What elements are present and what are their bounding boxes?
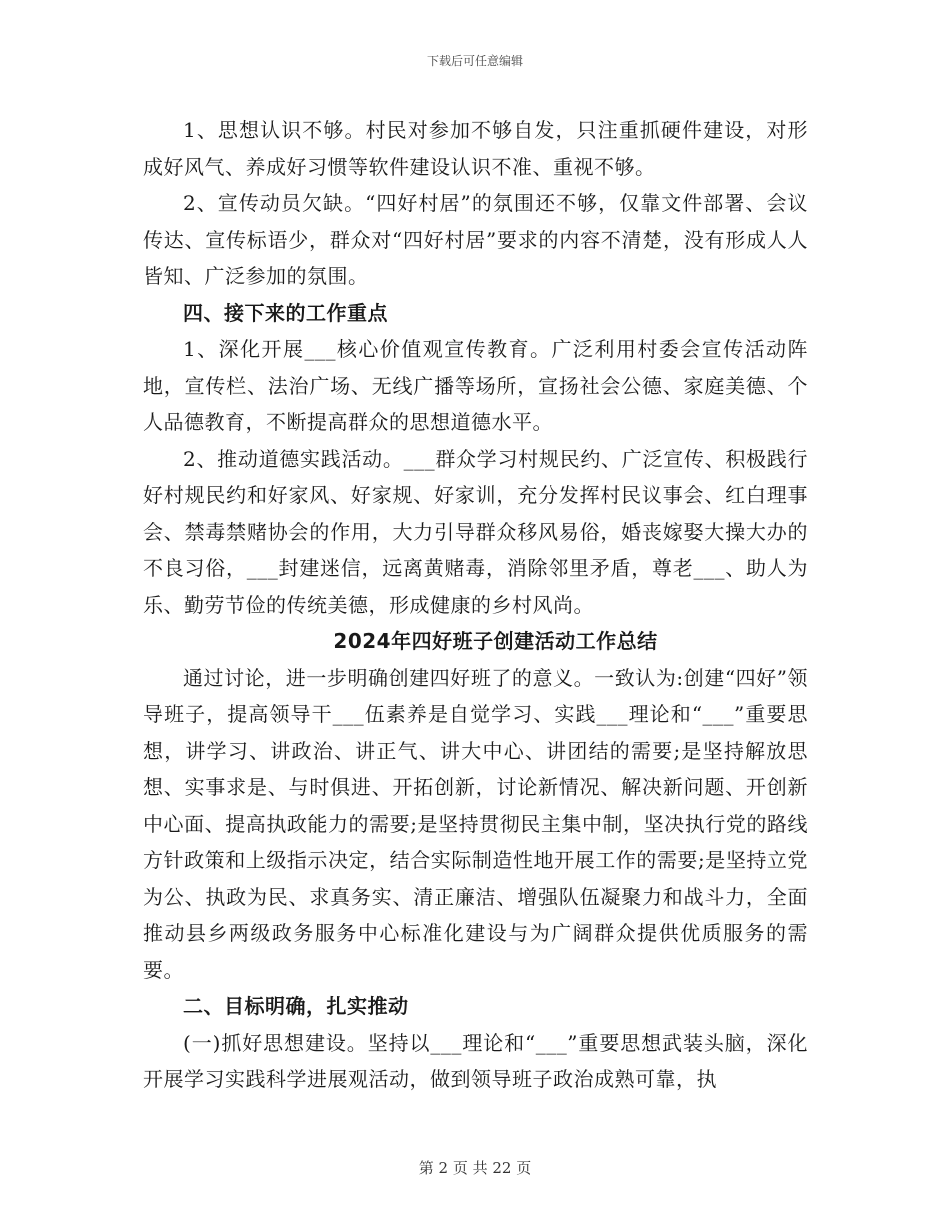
paragraph-publicity: 2、宣传动员欠缺。“四好村居”的氛围还不够，仅靠文件部署、会议传达、宣传标语少，群众对“四好村居”要求的内容不清楚，没有形成人人皆知、广泛参加的氛围。	[143, 191, 808, 288]
paragraph-discussion: 通过讨论，进一步明确创建四好班了的意义。一致认为:创建“四好”领导班子，提高领导干___伍素养是自觉学习、实践___理论和“___”重要思想，讲学习、讲政治、讲正气、讲大中心、讲团结的需要;是坚持解放思想、实事求是、与时俱进、开拓创新，讨论新情况、解决新问题、开创新中心面、提高执政能力的需要;是坚持贯彻民主集中制，坚决执行党的路线方针政策和上级指示决定，结合实际制造性地开展工作的需要;是坚持立党为公、执政为民、求真务实、清正廉洁、增强队伍凝聚力和战斗力，全面推动县乡两级政务服务中心标准化建设与为广阔群众提供优质服务的需要。	[143, 665, 808, 982]
page-header: 下载后可任意编辑	[426, 54, 523, 68]
section-heading-goals: 二、目标明确，扎实推动	[183, 994, 409, 1018]
paragraph-thinking: 1、思想认识不够。村民对参加不够自发，只注重抓硬件建设，对形成好风气、养成好习惯等软件建设认识不准、重视不够。	[143, 118, 808, 179]
paragraph-ideology: (一)抓好思想建设。坚持以___理论和“___”重要思想武装头脑，深化开展学习实践科学进展观活动，做到领导班子政治成熟可靠，执	[143, 1030, 808, 1091]
paragraph-moral-practice: 2、推动道德实践活动。___群众学习村规民约、广泛宣传、积极践行好村规民约和好家风、好家规、好家训，充分发挥村民议事会、红白理事会、禁毒禁赌协会的作用，大力引导群众移风易俗，婚丧嫁娶大操大办的不良习俗，___封建迷信，远离黄赌毒，消除邻里矛盾，尊老___、助人为乐、勤劳节俭的传统美德，形成健康的乡村风尚。	[143, 446, 808, 617]
page-footer: 第 2 页 共 22 页	[418, 1159, 532, 1177]
paragraph-core-values: 1、深化开展___核心价值观宣传教育。广泛利用村委会宣传活动阵地，宣传栏、法治广场、无线广播等场所，宣扬社会公德、家庭美德、个人品德教育，不断提高群众的思想道德水平。	[143, 337, 808, 434]
document-body	[143, 112, 808, 1098]
section-heading-next-focus: 四、接下来的工作重点	[183, 300, 388, 325]
document-title: 2024年四好班子创建活动工作总结	[333, 629, 658, 653]
